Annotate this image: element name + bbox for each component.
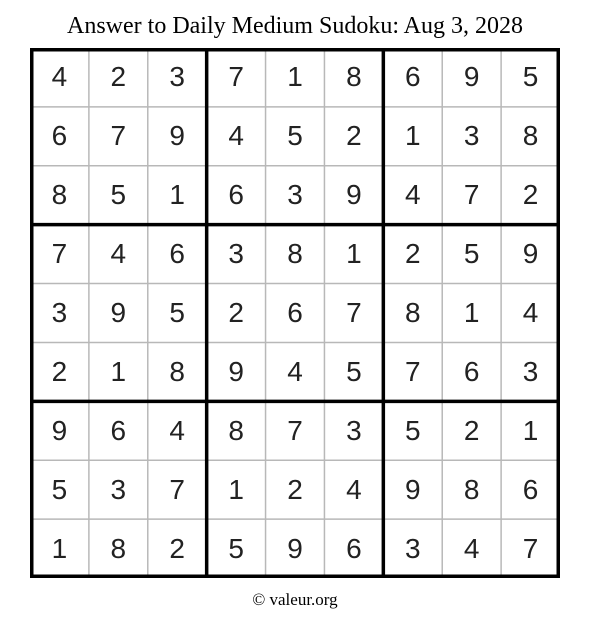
sudoku-cell-r2-c2: 7	[110, 120, 127, 152]
sudoku-cell-r7-c6: 3	[346, 414, 362, 446]
sudoku-cell-r9-c2: 8	[110, 532, 127, 564]
sudoku-cell-r8-c5: 2	[287, 473, 303, 505]
sudoku-cell-r6-c2: 1	[110, 355, 127, 387]
sudoku-cell-r5-c3: 5	[169, 296, 185, 328]
sudoku-cell-r4-c9: 9	[522, 238, 539, 270]
sudoku-cell-r5-c6: 7	[346, 296, 362, 328]
sudoku-cell-r5-c8: 1	[463, 296, 480, 328]
sudoku-cell-r3-c7: 4	[404, 179, 421, 211]
sudoku-cell-r6-c9: 3	[522, 355, 539, 387]
sudoku-cell-r9-c9: 7	[522, 532, 539, 564]
sudoku-cell-r9-c1: 1	[51, 532, 68, 564]
sudoku-cell-r7-c1: 9	[51, 414, 68, 446]
sudoku-cell-r5-c9: 4	[522, 296, 539, 328]
sudoku-cell-r8-c4: 1	[228, 473, 244, 505]
sudoku-cell-r2-c5: 5	[287, 120, 303, 152]
sudoku-cell-r4-c1: 7	[51, 238, 68, 270]
grid-lines	[30, 48, 560, 578]
sudoku-cell-r2-c1: 6	[51, 120, 68, 152]
sudoku-cell-r6-c5: 4	[287, 355, 303, 387]
sudoku-cell-r9-c8: 4	[463, 532, 480, 564]
sudoku-board	[30, 48, 560, 578]
sudoku-cell-r9-c7: 3	[404, 532, 421, 564]
sudoku-cell-r5-c7: 8	[404, 296, 421, 328]
sudoku-cell-r3-c6: 9	[346, 179, 362, 211]
sudoku-cell-r2-c9: 8	[522, 120, 539, 152]
sudoku-cell-r4-c6: 1	[346, 238, 362, 270]
sudoku-cell-r7-c3: 4	[169, 414, 185, 446]
sudoku-cell-r9-c4: 5	[228, 532, 244, 564]
sudoku-cell-r7-c4: 8	[228, 414, 244, 446]
sudoku-cell-r6-c1: 2	[51, 355, 68, 387]
sudoku-cell-r9-c5: 9	[287, 532, 303, 564]
sudoku-cell-r2-c7: 1	[404, 120, 421, 152]
sudoku-cell-r8-c9: 6	[522, 473, 539, 505]
sudoku-cell-r6-c7: 7	[404, 355, 421, 387]
sudoku-cell-r1-c8: 9	[463, 61, 480, 93]
sudoku-cell-r3-c4: 6	[228, 179, 244, 211]
sudoku-cell-r6-c3: 8	[169, 355, 185, 387]
sudoku-cell-r7-c5: 7	[287, 414, 303, 446]
sudoku-cell-r8-c6: 4	[346, 473, 362, 505]
sudoku-cell-r8-c8: 8	[463, 473, 480, 505]
page-title: Answer to Daily Medium Sudoku: Aug 3, 2028	[67, 13, 523, 39]
sudoku-cell-r8-c3: 7	[169, 473, 185, 505]
sudoku-cell-r2-c6: 2	[346, 120, 362, 152]
sudoku-cell-r2-c3: 9	[169, 120, 185, 152]
sudoku-cell-r5-c4: 2	[228, 296, 244, 328]
sudoku-cell-r6-c4: 9	[228, 355, 244, 387]
sudoku-cell-r1-c4: 7	[228, 61, 244, 93]
sudoku-cell-r4-c4: 3	[228, 238, 244, 270]
sudoku-cell-r2-c8: 3	[463, 120, 480, 152]
sudoku-cell-r8-c7: 9	[404, 473, 421, 505]
sudoku-cell-r7-c9: 1	[522, 414, 539, 446]
sudoku-cell-r5-c2: 9	[110, 296, 127, 328]
sudoku-cell-r6-c8: 6	[463, 355, 480, 387]
sudoku-cell-r1-c6: 8	[346, 61, 362, 93]
sudoku-cell-r4-c2: 4	[110, 238, 127, 270]
copyright-footer: © valeur.org	[252, 590, 338, 609]
sudoku-cell-r1-c9: 5	[522, 61, 539, 93]
sudoku-cell-r4-c5: 8	[287, 238, 303, 270]
sudoku-cell-r3-c1: 8	[51, 179, 68, 211]
sudoku-cell-r1-c5: 1	[287, 61, 303, 93]
sudoku-cell-r3-c2: 5	[110, 179, 127, 211]
sudoku-cell-r8-c2: 3	[110, 473, 127, 505]
sudoku-cell-r1-c2: 2	[110, 61, 127, 93]
sudoku-cell-r1-c3: 3	[169, 61, 185, 93]
sudoku-cell-r5-c1: 3	[51, 296, 68, 328]
sudoku-cell-r4-c3: 6	[169, 238, 185, 270]
sudoku-cell-r5-c5: 6	[287, 296, 303, 328]
sudoku-cell-r1-c7: 6	[404, 61, 421, 93]
sudoku-cell-r4-c7: 2	[404, 238, 421, 270]
sudoku-cell-r1-c1: 4	[51, 61, 68, 93]
sudoku-cell-r7-c7: 5	[404, 414, 421, 446]
sudoku-cell-r2-c4: 4	[228, 120, 244, 152]
sudoku-cell-r4-c8: 5	[463, 238, 480, 270]
sudoku-cell-r3-c9: 2	[522, 179, 539, 211]
sudoku-cell-r3-c3: 1	[169, 179, 185, 211]
sudoku-cell-r3-c8: 7	[463, 179, 480, 211]
sudoku-cell-r6-c6: 5	[346, 355, 362, 387]
sudoku-cell-r8-c1: 5	[51, 473, 68, 505]
sudoku-cell-r7-c2: 6	[110, 414, 127, 446]
sudoku-cell-r7-c8: 2	[463, 414, 480, 446]
sudoku-cell-r9-c3: 2	[169, 532, 185, 564]
sudoku-cell-r9-c6: 6	[346, 532, 362, 564]
sudoku-cell-r3-c5: 3	[287, 179, 303, 211]
